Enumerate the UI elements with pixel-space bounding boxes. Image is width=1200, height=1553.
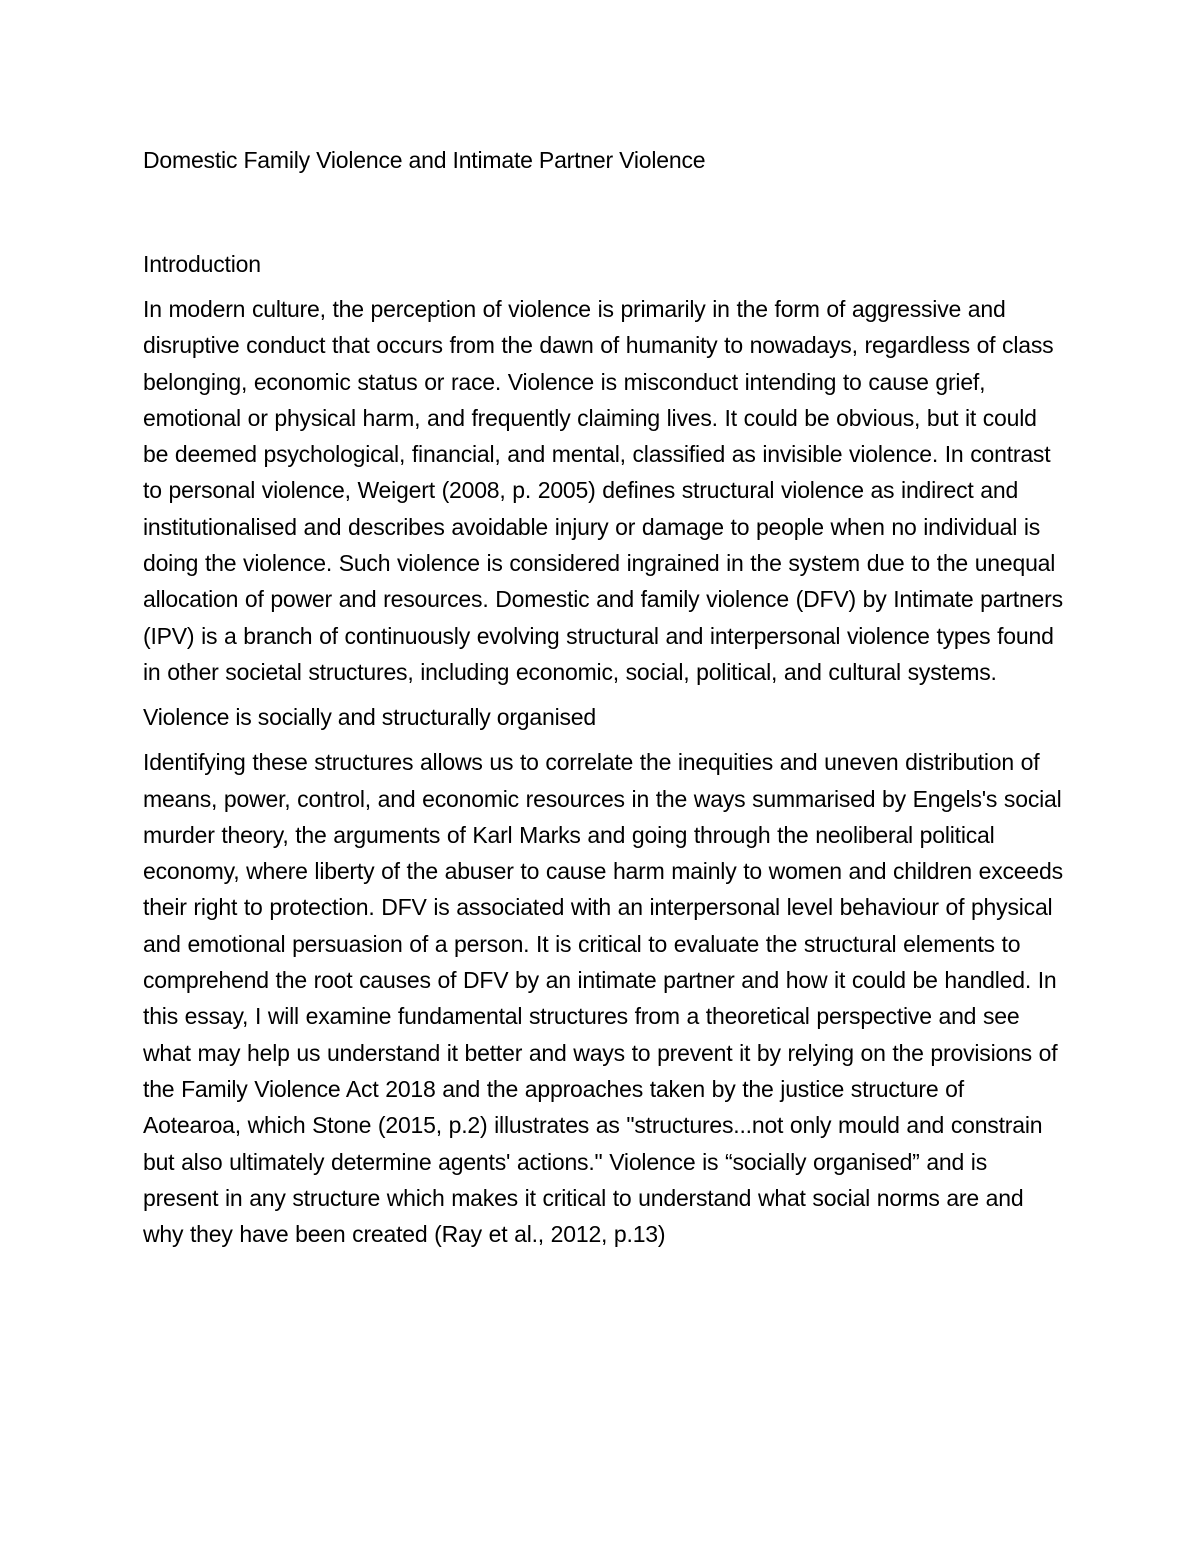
section-heading-socially-organised: Violence is socially and structurally organised — [143, 704, 596, 731]
paragraph-socially-organised: Identifying these structures allows us to correlate the inequities and uneven distribution of means, power, control, and economic resources in the ways summarised by Engels's social murder theory, the arguments of Karl Marks and going through the neoliberal political economy, where liberty of the abuser to cause harm mainly to women and children exceeds their right to protection. DFV is associated with an interpersonal level behaviour of physical and emotional persuasion of a person. It is critical to evaluate the structural elements to comprehend the root causes of DFV by an intimate partner and how it could be handled. In this essay, I will examine fundamental structures from a theoretical perspective and see what may help us understand it better and ways to prevent it by relying on the provisions of the Family Violence Act 2018 and the approaches taken by the justice structure of Aotearoa, which Stone (2015, p.2) illustrates as "structures...not only mould and constrain but also ultimately determine agents' actions." Violence is “socially organised” and is present in any structure which makes it critical to understand what social norms are and why they have been created (Ray et al., 2012, p.13) — [143, 749, 1063, 1248]
paragraph-introduction: In modern culture, the perception of violence is primarily in the form of aggressive and disruptive conduct that occurs from the dawn of humanity to nowadays, regardless of class belonging, economic status or race. Violence is misconduct intending to cause grief, emotional or physical harm, and frequently claiming lives. It could be obvious, but it could be deemed psychological, financial, and mental, classified as invisible violence. In contrast to personal violence, Weigert (2008, p. 2005) defines structural violence as indirect and institutionalised and describes avoidable injury or damage to people when no individual is doing the violence. Such violence is considered ingrained in the system due to the unequal allocation of power and resources. Domestic and family violence (DFV) by Intimate partners (IPV) is a branch of continuously evolving structural and interpersonal violence types found in other societal structures, including economic, social, political, and cultural systems. — [143, 296, 1063, 685]
document-body — [143, 143, 1063, 1252]
section-heading-introduction: Introduction — [143, 251, 261, 277]
document-title: Domestic Family Violence and Intimate Partner Violence — [143, 147, 706, 173]
